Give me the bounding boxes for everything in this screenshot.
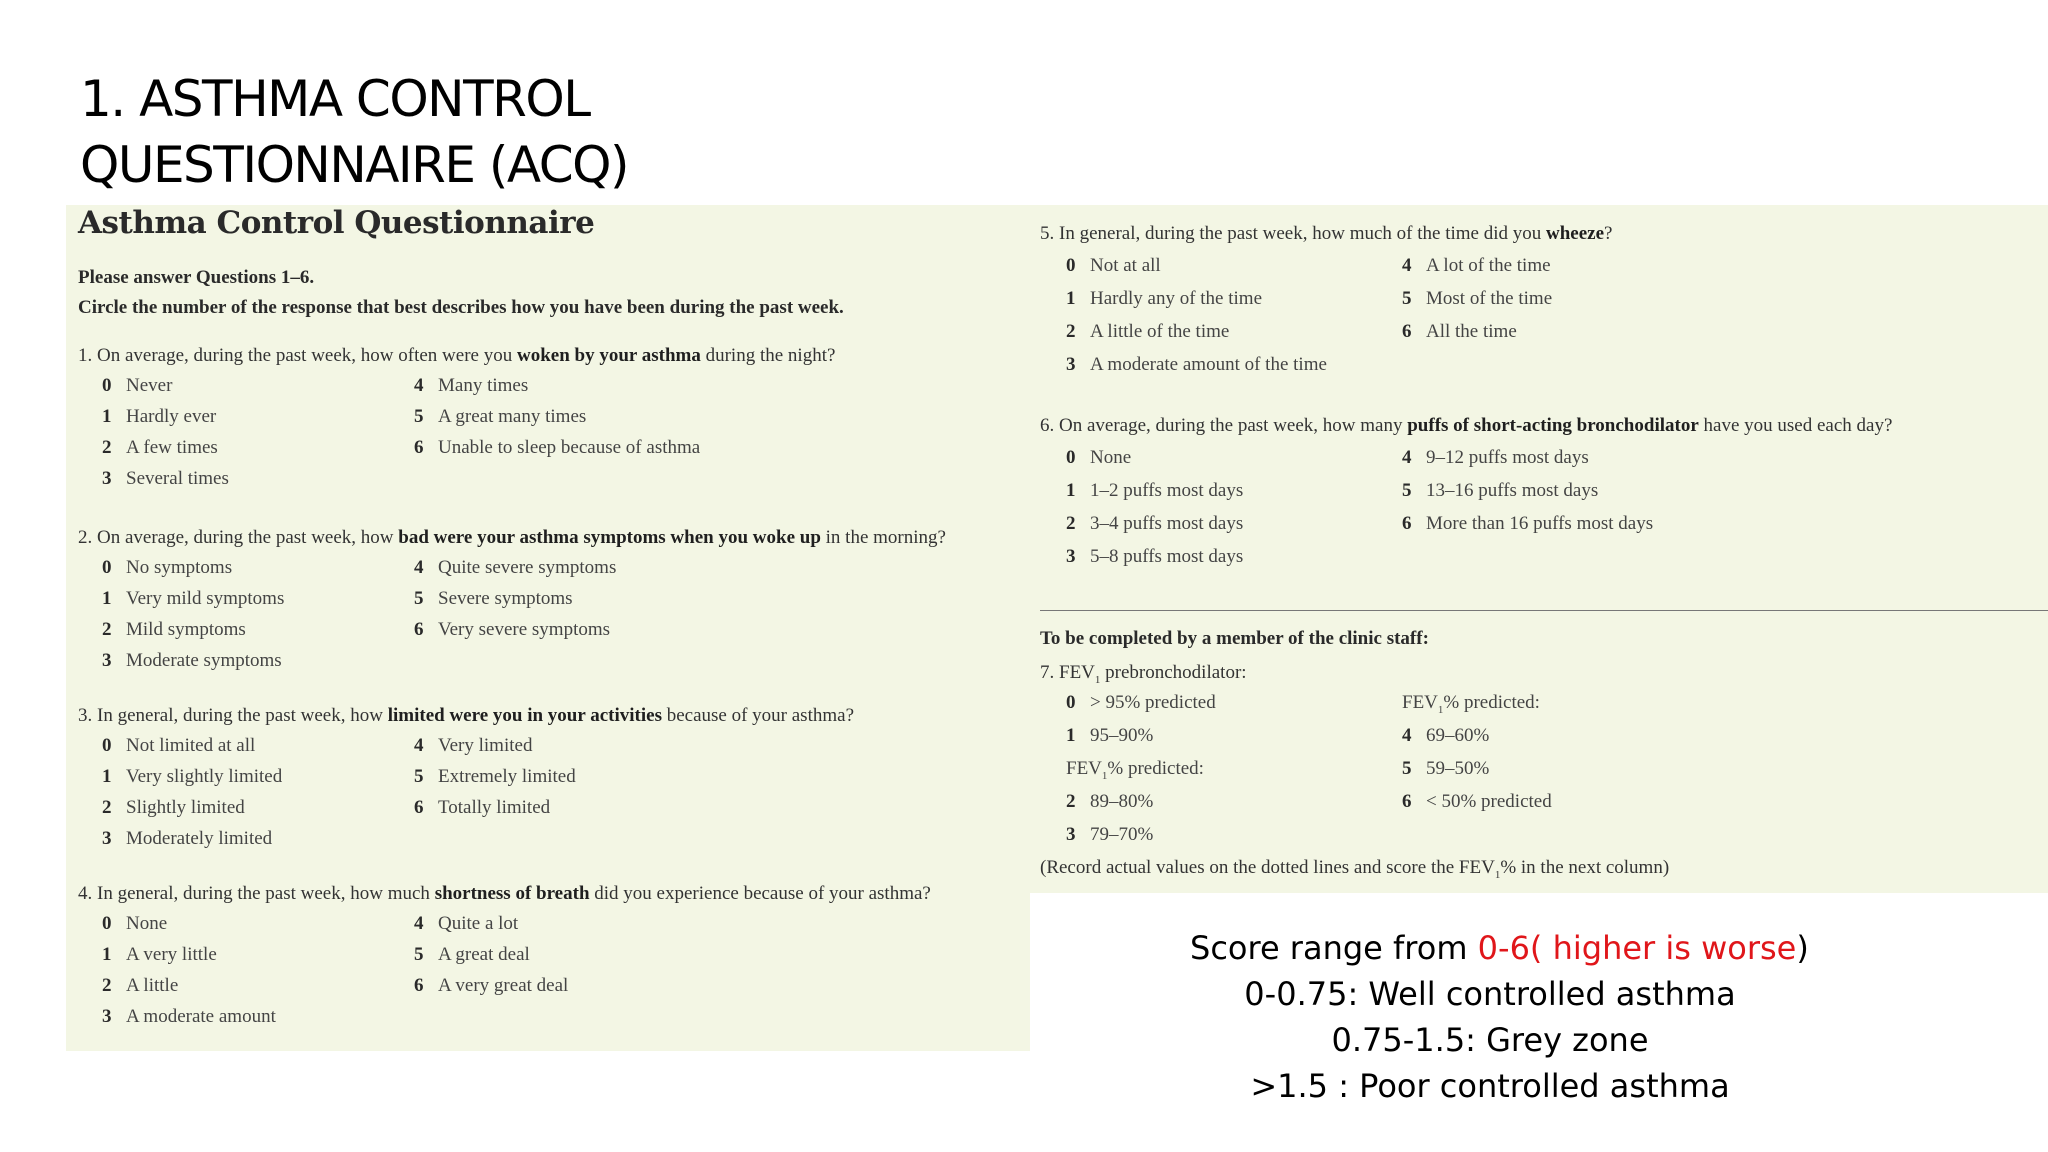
q3-option-1-label: Very slightly limited: [126, 766, 283, 787]
q7-option-3-label: 79–70%: [1090, 824, 1154, 845]
q3-option-1: [102, 766, 282, 788]
q4-option-5-number: 5: [414, 944, 424, 965]
q7-option-0-label: > 95% predicted: [1090, 692, 1216, 713]
q5-option-3-number: 3: [1066, 354, 1076, 375]
q1-option-3-label: Several times: [126, 468, 229, 489]
question-6: [1040, 415, 1892, 437]
question-7-sub: 1: [1094, 673, 1101, 686]
q6-option-1-label: 1–2 puffs most days: [1090, 480, 1244, 501]
q1-option-6: [414, 437, 700, 459]
q7-option-5: [1402, 758, 1489, 780]
q2-option-2-number: 2: [102, 619, 112, 640]
score-range-pre: Score range from: [1190, 929, 1478, 967]
fev-label-right-sub: 1: [1437, 703, 1444, 716]
q6-option-6: [1402, 513, 1653, 535]
q4-option-1-label: A very little: [126, 944, 217, 965]
q2-option-3: [102, 650, 282, 672]
question-7-pre: 7. FEV: [1040, 662, 1095, 683]
q4-option-0-number: 0: [102, 913, 112, 934]
q4-option-3-number: 3: [102, 1006, 112, 1027]
q4-option-3: [102, 1006, 276, 1028]
question-2: [78, 527, 946, 549]
q3-option-2: [102, 797, 245, 819]
q5-option-2-label: A little of the time: [1090, 321, 1230, 342]
q6-option-2-number: 2: [1066, 513, 1076, 534]
q6-option-0-number: 0: [1066, 447, 1076, 468]
q7-option-1: [1066, 725, 1153, 747]
question-5-post: ?: [1604, 223, 1613, 244]
q4-option-0-label: None: [126, 913, 168, 934]
fev-label-left-pre: FEV: [1066, 758, 1102, 779]
q3-option-5-label: Extremely limited: [438, 766, 576, 787]
fev-label-right: [1402, 692, 1540, 716]
question-1-post: during the night?: [700, 345, 836, 366]
question-4-post: did you experience because of your asthma?: [589, 883, 931, 904]
q2-option-0-number: 0: [102, 557, 112, 578]
q1-option-0-label: Never: [126, 375, 173, 396]
q1-option-4: [414, 375, 528, 397]
q5-option-2: [1066, 321, 1229, 343]
q5-option-1: [1066, 288, 1262, 310]
q7-option-3-number: 3: [1066, 824, 1076, 845]
q2-option-5-label: Severe symptoms: [438, 588, 573, 609]
q7-option-6-label: < 50% predicted: [1426, 791, 1552, 812]
q1-option-1-number: 1: [102, 406, 112, 427]
score-range-line: [1190, 925, 1809, 971]
question-3: [78, 705, 854, 727]
q5-option-0-number: 0: [1066, 255, 1076, 276]
question-2-pre: 2. On average, during the past week, how: [78, 527, 399, 548]
q1-option-5-label: A great many times: [438, 406, 587, 427]
q3-option-6: [414, 797, 550, 819]
q6-option-6-number: 6: [1402, 513, 1412, 534]
question-6-post: have you used each day?: [1698, 415, 1893, 436]
q6-option-0: [1066, 447, 1131, 469]
q7-option-0-number: 0: [1066, 692, 1076, 713]
question-4-bold: shortness of breath: [434, 883, 590, 904]
question-7: [1040, 662, 1247, 686]
q3-option-0: [102, 735, 255, 757]
q4-option-1: [102, 944, 217, 966]
q1-option-2-label: A few times: [126, 437, 218, 458]
score-poor-controlled: >1.5 : Poor controlled asthma: [1250, 1067, 1730, 1105]
q2-option-6-label: Very severe symptoms: [438, 619, 611, 640]
question-7-post: prebronchodilator:: [1100, 662, 1247, 683]
instruction-line-2: Circle the number of the response that best describes how you have been during the past week.: [78, 297, 844, 318]
fev-label-right-post: % predicted:: [1443, 692, 1540, 713]
question-6-pre: 6. On average, during the past week, how many: [1040, 415, 1408, 436]
q2-option-5: [414, 588, 573, 610]
q2-option-6-number: 6: [414, 619, 424, 640]
questionnaire-panel-left: [66, 205, 1030, 1051]
q5-option-5: [1402, 288, 1552, 310]
q1-option-4-label: Many times: [438, 375, 529, 396]
score-legend: [1190, 925, 1809, 1109]
slide-title-line-2: QUESTIONNAIRE (ACQ): [80, 136, 629, 194]
question-5: [1040, 223, 1612, 245]
question-1-pre: 1. On average, during the past week, how often were you: [78, 345, 517, 366]
question-3-pre: 3. In general, during the past week, how: [78, 705, 388, 726]
q6-option-4-label: 9–12 puffs most days: [1426, 447, 1589, 468]
question-3-post: because of your asthma?: [661, 705, 855, 726]
q4-option-2-label: A little: [126, 975, 179, 996]
q4-option-1-number: 1: [102, 944, 112, 965]
slide-title-line-1: 1. ASTHMA CONTROL: [80, 70, 590, 128]
question-2-post: in the morning?: [820, 527, 946, 548]
record-note: [1040, 857, 1669, 881]
q3-option-4-label: Very limited: [438, 735, 533, 756]
q5-option-1-label: Hardly any of the time: [1090, 288, 1263, 309]
question-5-bold: wheeze: [1546, 223, 1605, 244]
q6-option-2: [1066, 513, 1243, 535]
q6-option-5: [1402, 480, 1598, 502]
q6-option-4: [1402, 447, 1589, 469]
q4-option-4-label: Quite a lot: [438, 913, 519, 934]
q2-option-1: [102, 588, 284, 610]
q1-option-3-number: 3: [102, 468, 112, 489]
q4-option-5-label: A great deal: [438, 944, 530, 965]
q5-option-3: [1066, 354, 1327, 376]
score-well-controlled: 0-0.75: Well controlled asthma: [1244, 975, 1736, 1013]
q3-option-2-number: 2: [102, 797, 112, 818]
q3-option-0-number: 0: [102, 735, 112, 756]
q3-option-0-label: Not limited at all: [126, 735, 256, 756]
score-range-highlight: 0-6( higher is worse: [1477, 929, 1797, 967]
q6-option-0-label: None: [1090, 447, 1132, 468]
q1-option-3: [102, 468, 229, 490]
q1-option-5-number: 5: [414, 406, 424, 427]
q5-option-0: [1066, 255, 1161, 277]
q4-option-4: [414, 913, 518, 935]
q1-option-0: [102, 375, 172, 397]
q6-option-6-label: More than 16 puffs most days: [1426, 513, 1654, 534]
fev-label-left-post: % predicted:: [1107, 758, 1204, 779]
q5-option-5-label: Most of the time: [1426, 288, 1553, 309]
q6-option-3: [1066, 546, 1243, 568]
q7-option-6-number: 6: [1402, 791, 1412, 812]
q5-option-1-number: 1: [1066, 288, 1076, 309]
q2-option-6: [414, 619, 610, 641]
q7-option-1-number: 1: [1066, 725, 1076, 746]
staff-heading: To be completed by a member of the clinic staff:: [1040, 628, 1429, 649]
question-4: [78, 883, 931, 905]
q1-option-2: [102, 437, 218, 459]
q5-option-6-number: 6: [1402, 321, 1412, 342]
q7-option-4-label: 69–60%: [1426, 725, 1490, 746]
record-note-pre: (Record actual values on the dotted lines and score the FEV: [1040, 857, 1495, 878]
q4-option-6-label: A very great deal: [438, 975, 569, 996]
q3-option-3-number: 3: [102, 828, 112, 849]
q6-option-3-number: 3: [1066, 546, 1076, 567]
staff-divider: [1040, 610, 2048, 611]
q3-option-4-number: 4: [414, 735, 424, 756]
q1-option-4-number: 4: [414, 375, 424, 396]
questionnaire-heading: Asthma Control Questionnaire: [78, 205, 595, 241]
q5-option-6-label: All the time: [1426, 321, 1517, 342]
q3-option-5-number: 5: [414, 766, 424, 787]
q7-option-2: [1066, 791, 1153, 813]
q6-option-5-number: 5: [1402, 480, 1412, 501]
q4-option-2-number: 2: [102, 975, 112, 996]
questionnaire-panel-right: [1030, 205, 2048, 893]
fev-label-left: [1066, 758, 1204, 782]
q3-option-2-label: Slightly limited: [126, 797, 245, 818]
q3-option-3: [102, 828, 272, 850]
question-3-bold: limited were you in your activities: [387, 705, 662, 726]
q2-option-4-number: 4: [414, 557, 424, 578]
question-6-bold: puffs of short-acting bronchodilator: [1407, 415, 1699, 436]
q4-option-2: [102, 975, 178, 997]
q4-option-3-label: A moderate amount: [126, 1006, 276, 1027]
q7-option-2-number: 2: [1066, 791, 1076, 812]
q3-option-5: [414, 766, 576, 788]
q6-option-3-label: 5–8 puffs most days: [1090, 546, 1244, 567]
q6-option-2-label: 3–4 puffs most days: [1090, 513, 1244, 534]
q6-option-4-number: 4: [1402, 447, 1412, 468]
q3-option-1-number: 1: [102, 766, 112, 787]
q2-option-3-number: 3: [102, 650, 112, 671]
question-1-bold: woken by your asthma: [516, 345, 701, 366]
q5-option-2-number: 2: [1066, 321, 1076, 342]
q5-option-5-number: 5: [1402, 288, 1412, 309]
q2-option-1-number: 1: [102, 588, 112, 609]
q5-option-3-label: A moderate amount of the time: [1090, 354, 1327, 375]
q7-option-2-label: 89–80%: [1090, 791, 1154, 812]
q5-option-4-label: A lot of the time: [1426, 255, 1551, 276]
q6-option-1: [1066, 480, 1243, 502]
instruction-line-1: Please answer Questions 1–6.: [78, 267, 315, 288]
q7-option-4-number: 4: [1402, 725, 1412, 746]
q4-option-6: [414, 975, 568, 997]
q4-option-6-number: 6: [414, 975, 424, 996]
fev-label-left-sub: 1: [1101, 769, 1108, 782]
q1-option-0-number: 0: [102, 375, 112, 396]
q5-option-0-label: Not at all: [1090, 255, 1161, 276]
score-range-post: ): [1796, 929, 1809, 967]
slide-title: [80, 66, 980, 198]
q7-option-6: [1402, 791, 1552, 813]
q7-option-0: [1066, 692, 1216, 714]
q1-option-2-number: 2: [102, 437, 112, 458]
q7-option-3: [1066, 824, 1153, 846]
question-4-pre: 4. In general, during the past week, how much: [78, 883, 435, 904]
q1-option-5: [414, 406, 586, 428]
question-1: [78, 345, 835, 367]
q3-option-6-label: Totally limited: [438, 797, 551, 818]
q7-option-5-number: 5: [1402, 758, 1412, 779]
q2-option-4-label: Quite severe symptoms: [438, 557, 617, 578]
q2-option-3-label: Moderate symptoms: [126, 650, 282, 671]
q3-option-4: [414, 735, 532, 757]
q7-option-5-label: 59–50%: [1426, 758, 1490, 779]
q5-option-6: [1402, 321, 1517, 343]
q7-option-4: [1402, 725, 1489, 747]
q1-option-1: [102, 406, 216, 428]
record-note-post: % in the next column): [1500, 857, 1670, 878]
question-5-pre: 5. In general, during the past week, how much of the time did you: [1040, 223, 1547, 244]
q5-option-4-number: 4: [1402, 255, 1412, 276]
q1-option-6-number: 6: [414, 437, 424, 458]
q4-option-0: [102, 913, 167, 935]
question-2-bold: bad were your asthma symptoms when you woke up: [398, 527, 821, 548]
q7-option-1-label: 95–90%: [1090, 725, 1154, 746]
q2-option-2: [102, 619, 246, 641]
q4-option-4-number: 4: [414, 913, 424, 934]
q2-option-0-label: No symptoms: [126, 557, 233, 578]
q6-option-5-label: 13–16 puffs most days: [1426, 480, 1599, 501]
q2-option-2-label: Mild symptoms: [126, 619, 246, 640]
q4-option-5: [414, 944, 530, 966]
q3-option-6-number: 6: [414, 797, 424, 818]
q2-option-4: [414, 557, 616, 579]
q1-option-1-label: Hardly ever: [126, 406, 217, 427]
q3-option-3-label: Moderately limited: [126, 828, 273, 849]
q2-option-1-label: Very mild symptoms: [126, 588, 285, 609]
fev-label-right-pre: FEV: [1402, 692, 1438, 713]
q5-option-4: [1402, 255, 1551, 277]
q6-option-1-number: 1: [1066, 480, 1076, 501]
q2-option-5-number: 5: [414, 588, 424, 609]
q2-option-0: [102, 557, 232, 579]
score-grey-zone: 0.75-1.5: Grey zone: [1331, 1021, 1649, 1059]
q1-option-6-label: Unable to sleep because of asthma: [438, 437, 701, 458]
record-note-sub: 1: [1494, 868, 1501, 881]
